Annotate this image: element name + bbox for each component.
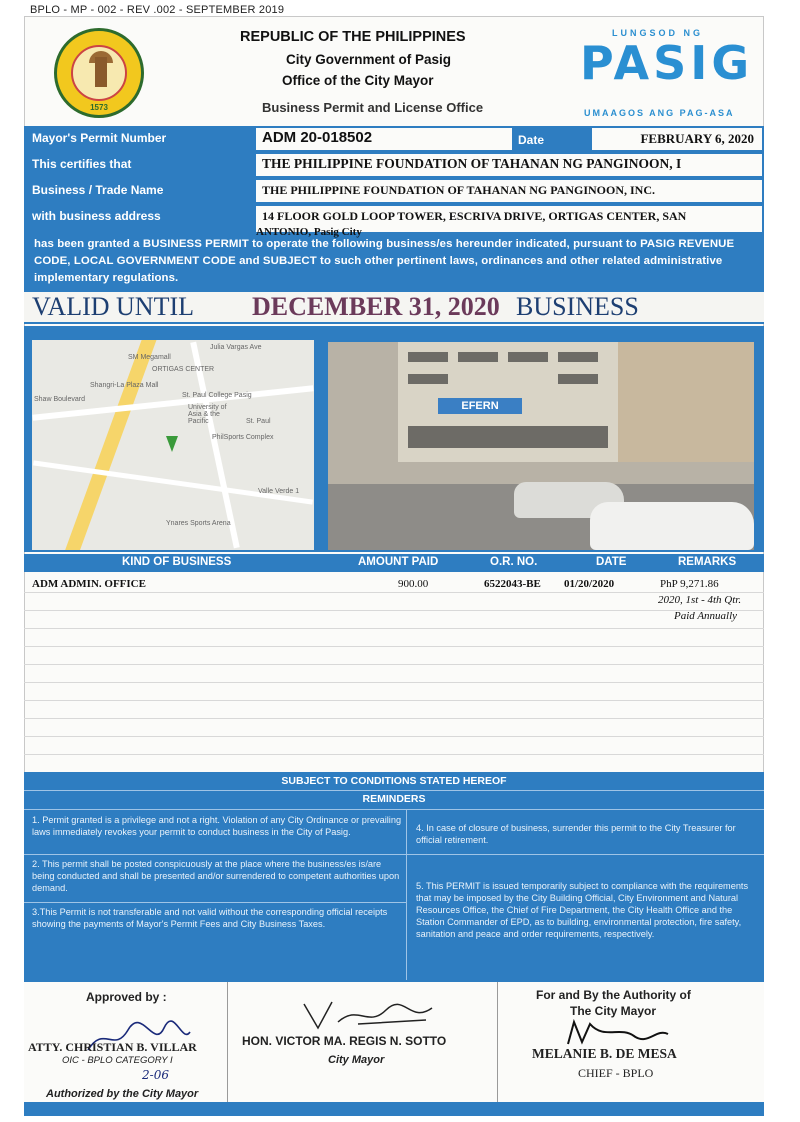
permit-header bbox=[24, 20, 764, 128]
map-label: Valle Verde 1 bbox=[258, 488, 300, 495]
approver-block bbox=[24, 982, 228, 1104]
building-sign: EFERN bbox=[438, 398, 522, 414]
car bbox=[590, 502, 754, 550]
date-value: FEBRUARY 6, 2020 bbox=[640, 131, 754, 146]
location-map bbox=[32, 340, 314, 550]
cell-amount: 900.00 bbox=[398, 578, 429, 590]
cell-kind: ADM ADMIN. OFFICE bbox=[32, 578, 146, 590]
business-table-header bbox=[24, 554, 764, 572]
map-label: Julia Vargas Ave bbox=[210, 344, 262, 351]
address-label: with business address bbox=[32, 209, 161, 223]
valid-until-date: DECEMBER 31, 2020 bbox=[252, 292, 500, 321]
mayor-position: City Mayor bbox=[328, 1054, 385, 1066]
date-label: Date bbox=[518, 133, 545, 147]
pasig-seal-icon bbox=[54, 28, 144, 118]
address-continuation: ANTONIO, Pasig City bbox=[256, 226, 362, 238]
certifies-value: THE PHILIPPINE FOUNDATION OF TAHANAN NG PANGINOON, I bbox=[262, 156, 682, 171]
validity-bar bbox=[24, 290, 764, 324]
trade-name-value: THE PHILIPPINE FOUNDATION OF TAHANAN NG PANGINOON, INC. bbox=[262, 183, 656, 197]
col-amount-paid: AMOUNT PAID bbox=[358, 556, 439, 568]
header-bplo: Business Permit and License Office bbox=[262, 100, 484, 115]
handwritten-date: 2-06 bbox=[142, 1068, 169, 1082]
permit-type: BUSINESS bbox=[516, 292, 639, 321]
reminders-title: REMINDERS bbox=[362, 793, 426, 805]
cell-remarks-period: 2020, 1st - 4th Qtr. bbox=[658, 594, 742, 606]
street-photo bbox=[328, 342, 754, 550]
row-trade-name bbox=[24, 178, 764, 204]
mayor-name: HON. VICTOR MA. REGIS N. SOTTO bbox=[242, 1034, 447, 1048]
pasig-logo: PASIG bbox=[580, 36, 754, 90]
mayor-signature-icon bbox=[298, 994, 438, 1034]
map-label: University of Asia & the Pacific bbox=[188, 404, 227, 425]
reminder-4: 4. In case of closure of business, surrender this permit to the City Treasurer for official retirement. bbox=[416, 823, 736, 845]
map-label: St. Paul College Pasig bbox=[182, 392, 252, 399]
reminder-5: 5. This PERMIT is issued temporarily subject to compliance with the requirements that may be imposed by the City Building Official, City Environment and Natural Resources Office, the Chief of Fire Department, the City Health Office and the Station Commander of EPD, as to building, environmental protection, fire safety, sanitation and peace and order requirements, respectively. bbox=[416, 881, 749, 939]
map-label: PhilSports Complex bbox=[212, 434, 274, 441]
row-permit-number bbox=[24, 126, 764, 152]
map-label: ORTIGAS CENTER bbox=[152, 366, 215, 373]
trade-name-label: Business / Trade Name bbox=[32, 183, 164, 197]
pasig-logo-tagline: UMAAGOS ANG PAG-ASA bbox=[584, 108, 735, 118]
chief-position: CHIEF - BPLO bbox=[578, 1066, 654, 1080]
signature-section bbox=[24, 980, 764, 1102]
header-republic: REPUBLIC OF THE PHILIPPINES bbox=[240, 29, 466, 45]
row-address bbox=[24, 204, 764, 230]
header-mayor-office: Office of the City Mayor bbox=[282, 73, 434, 88]
footer-strip bbox=[24, 1102, 764, 1116]
map-label: Shangri-La Plaza Mall bbox=[90, 382, 159, 389]
business-table bbox=[24, 572, 764, 770]
approved-by-label: Approved by : bbox=[86, 990, 167, 1004]
map-label: Shaw Boulevard bbox=[34, 396, 85, 403]
approver-name: ATTY. CHRISTIAN B. VILLAR bbox=[28, 1040, 197, 1054]
permit-statement: has been granted a BUSINESS PERMIT to operate the following business/es hereunder indicated, pursuant to PASIG REVENUE CODE, LOCAL GOVERNMENT CODE and SUBJECT to such other pertinent laws, ordinances and other related administrative implementary regulations. bbox=[34, 238, 735, 284]
seal-center bbox=[71, 45, 127, 101]
form-code: BPLO - MP - 002 - REV .002 - SEPTEMBER 2019 bbox=[30, 4, 285, 16]
col-kind-of-business: KIND OF BUSINESS bbox=[122, 556, 232, 568]
cell-remarks: PhP 9,271.86 bbox=[660, 578, 719, 590]
location-images bbox=[24, 326, 764, 552]
col-remarks: REMARKS bbox=[678, 556, 737, 568]
cell-remarks-note: Paid Annually bbox=[674, 610, 738, 622]
col-or-no: O.R. NO. bbox=[490, 556, 538, 568]
chief-signature-icon bbox=[564, 1018, 674, 1048]
map-label: St. Paul bbox=[246, 418, 271, 425]
permit-number-value: ADM 20-018502 bbox=[262, 129, 373, 146]
reminder-1: 1. Permit granted is a privilege and not a right. Violation of any City Ordinance or prevailing laws immediately revokes your permit to conduct business in the City of Pasig. bbox=[32, 815, 402, 837]
cell-date: 01/20/2020 bbox=[564, 578, 615, 590]
certifies-label: This certifies that bbox=[32, 157, 132, 171]
cell-or-no: 6522043-BE bbox=[484, 578, 541, 590]
address-value: 14 FLOOR GOLD LOOP TOWER, ESCRIVA DRIVE, ORTIGAS CENTER, SAN bbox=[262, 209, 687, 223]
pasig-logo-top: LUNGSOD NG bbox=[612, 28, 704, 38]
col-date: DATE bbox=[596, 556, 627, 568]
reminder-3: 3.This Permit is not transferable and not valid without the corresponding official receipts showing the payments of Mayor's Permit Fees and City Business Taxes. bbox=[32, 907, 388, 929]
chief-name: MELANIE B. DE MESA bbox=[532, 1046, 677, 1061]
row-certifies bbox=[24, 152, 764, 178]
seal-year: 1573 bbox=[90, 103, 108, 112]
header-city-government: City Government of Pasig bbox=[286, 52, 452, 67]
reminder-2: 2. This permit shall be posted conspicuously at the place where the business/es is/are being conducted and shall be presented and/or surrendered to competent authorities upon demand. bbox=[32, 859, 400, 893]
authorized-by-label: Authorized by the City Mayor bbox=[46, 1088, 199, 1100]
mayor-block bbox=[228, 982, 498, 1104]
map-label: Ynares Sports Arena bbox=[166, 520, 231, 527]
authority-label-2: The City Mayor bbox=[570, 1004, 657, 1018]
map-label: SM Megamall bbox=[128, 354, 171, 361]
location-pin-icon bbox=[166, 436, 178, 452]
valid-until-label: VALID UNTIL bbox=[32, 292, 194, 321]
conditions-title: SUBJECT TO CONDITIONS STATED HEREOF bbox=[281, 775, 507, 787]
conditions-section bbox=[24, 772, 764, 980]
permit-number-label: Mayor's Permit Number bbox=[32, 131, 167, 145]
approver-position: OIC - BPLO CATEGORY I bbox=[62, 1055, 173, 1066]
authority-label: For and By the Authority of bbox=[536, 988, 691, 1002]
